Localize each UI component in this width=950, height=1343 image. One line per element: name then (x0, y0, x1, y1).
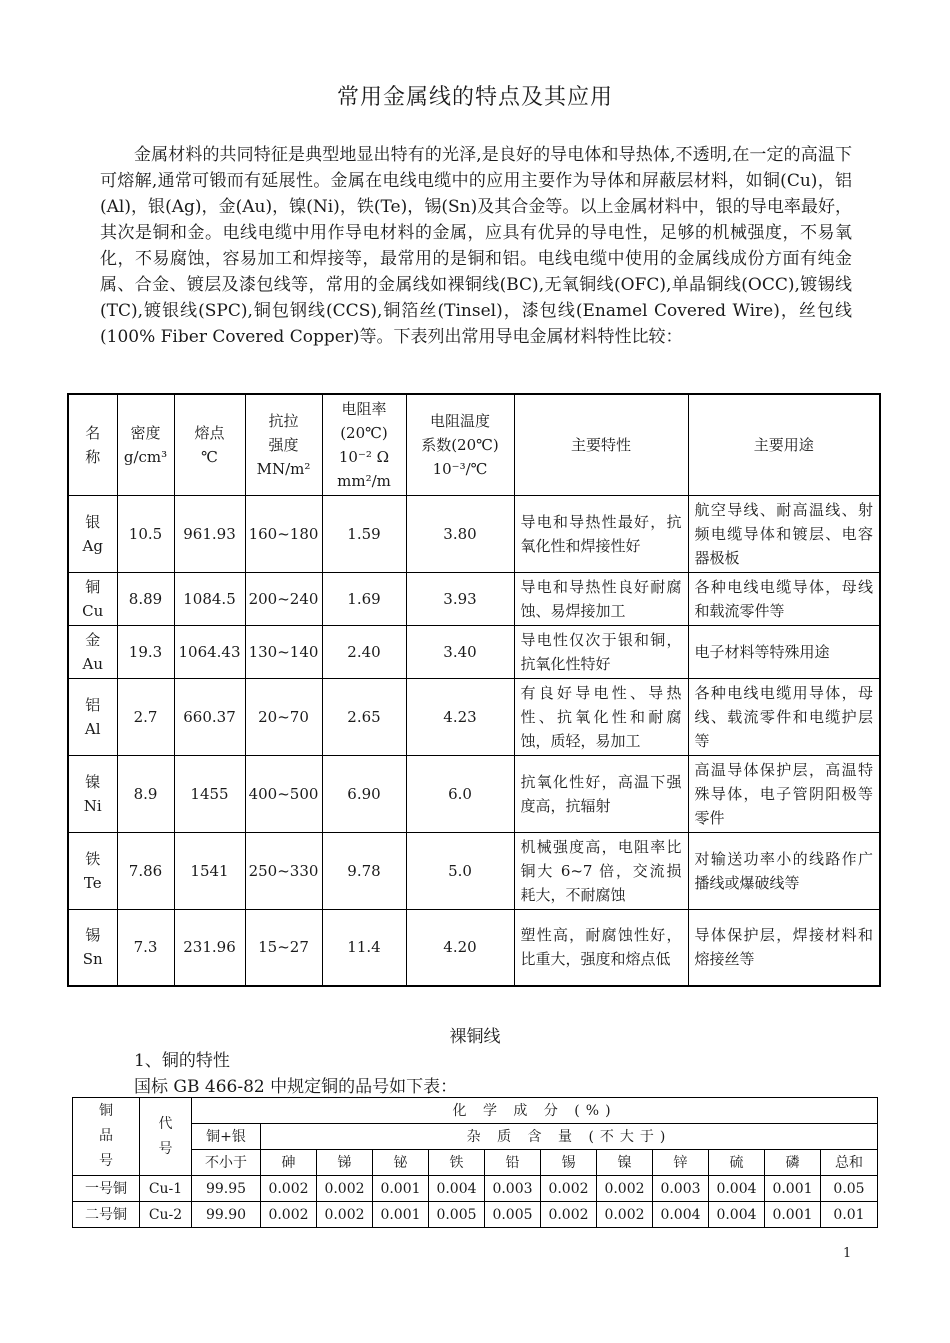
header-element: 铅 (485, 1150, 541, 1176)
cell-temp-coef: 6.0 (406, 756, 514, 833)
subheading-gb-standard: 国标 GB 466-82 中规定铜的品号如下表： (134, 1077, 458, 1097)
header-density: 密度 g/cm³ (117, 394, 174, 496)
header-min: 不小于 (192, 1150, 261, 1176)
cell-tensile: 15~27 (245, 910, 322, 986)
cell-temp-coef: 3.40 (406, 626, 514, 679)
header-element: 磷 (765, 1150, 821, 1176)
cell-grade: 一号铜 (73, 1176, 140, 1202)
table-row (68, 496, 880, 573)
table-row (68, 910, 880, 986)
cell-feature: 导电性仅次于银和铜，抗氧化性特好 (514, 626, 688, 679)
cell-temp-coef: 4.23 (406, 679, 514, 756)
table-row (68, 833, 880, 910)
header-resistivity: 电阻率 (20℃) 10⁻² Ω mm²/m (322, 394, 406, 496)
cell-value: 0.01 (821, 1202, 878, 1228)
header-melting: 熔点 ℃ (174, 394, 245, 496)
cell-value: 0.002 (541, 1202, 597, 1228)
header-impurity: 杂 质 含 量 (不大于) (261, 1124, 878, 1150)
cell-name: 铝 Al (68, 679, 117, 756)
cell-tensile: 130~140 (245, 626, 322, 679)
header-usage: 主要用途 (688, 394, 880, 496)
cell-feature: 机械强度高，电阻率比铜大 6~7 倍，交流损耗大，不耐腐蚀 (514, 833, 688, 910)
cell-value: 0.004 (709, 1176, 765, 1202)
cell-resistivity: 2.65 (322, 679, 406, 756)
cell-value: 0.002 (261, 1202, 317, 1228)
cell-temp-coef: 4.20 (406, 910, 514, 986)
cell-value: 0.004 (653, 1202, 709, 1228)
cell-value: 0.001 (765, 1202, 821, 1228)
cell-value: 0.005 (429, 1202, 485, 1228)
cell-resistivity: 9.78 (322, 833, 406, 910)
cell-code: Cu-2 (140, 1202, 192, 1228)
cell-value: 0.001 (373, 1176, 429, 1202)
cell-name: 镍 Ni (68, 756, 117, 833)
copper-grade-table (72, 1097, 878, 1228)
header-element: 锑 (317, 1150, 373, 1176)
cell-melting: 1064.43 (174, 626, 245, 679)
cell-name: 银 Ag (68, 496, 117, 573)
section-title: 裸铜线 (449, 1027, 501, 1047)
cell-usage: 各种电线电缆导体，母线和载流零件等 (688, 573, 880, 626)
cell-density: 10.5 (117, 496, 174, 573)
header-tensile: 抗拉 强度 MN/m² (245, 394, 322, 496)
cell-name: 金 Au (68, 626, 117, 679)
cell-value: 0.002 (541, 1176, 597, 1202)
cell-melting: 961.93 (174, 496, 245, 573)
cell-density: 8.89 (117, 573, 174, 626)
cell-resistivity: 6.90 (322, 756, 406, 833)
cell-melting: 660.37 (174, 679, 245, 756)
cell-density: 7.3 (117, 910, 174, 986)
cell-density: 19.3 (117, 626, 174, 679)
header-code: 代 号 (140, 1098, 192, 1176)
table-row (73, 1176, 878, 1202)
cell-temp-coef: 3.80 (406, 496, 514, 573)
cell-tensile: 160~180 (245, 496, 322, 573)
cell-melting: 1084.5 (174, 573, 245, 626)
cell-value: 0.002 (597, 1202, 653, 1228)
cell-feature: 有良好导电性、导热性、抗氧化性和耐腐蚀，质轻，易加工 (514, 679, 688, 756)
table-row (68, 679, 880, 756)
cell-value: 0.002 (317, 1176, 373, 1202)
metal-properties-table (67, 393, 881, 987)
cell-value: 0.001 (373, 1202, 429, 1228)
cell-cu-ag: 99.95 (192, 1176, 261, 1202)
cell-density: 2.7 (117, 679, 174, 756)
cell-value: 0.005 (485, 1202, 541, 1228)
cell-value: 0.002 (261, 1176, 317, 1202)
header-element: 砷 (261, 1150, 317, 1176)
header-grade: 铜 品 号 (73, 1098, 140, 1176)
header-element: 锌 (653, 1150, 709, 1176)
cell-value: 0.05 (821, 1176, 878, 1202)
table-row (73, 1202, 878, 1228)
cell-name: 锡 Sn (68, 910, 117, 986)
cell-melting: 231.96 (174, 910, 245, 986)
header-name: 名 称 (68, 394, 117, 496)
cell-value: 0.004 (429, 1176, 485, 1202)
header-feature: 主要特性 (514, 394, 688, 496)
header-element: 硫 (709, 1150, 765, 1176)
cell-feature: 抗氧化性好，高温下强度高，抗辐射 (514, 756, 688, 833)
table-header-row (73, 1150, 878, 1176)
cell-density: 7.86 (117, 833, 174, 910)
cell-value: 0.003 (485, 1176, 541, 1202)
subheading-copper-properties: 1、铜的特性 (134, 1051, 230, 1071)
cell-value: 0.004 (709, 1202, 765, 1228)
cell-resistivity: 1.69 (322, 573, 406, 626)
cell-grade: 二号铜 (73, 1202, 140, 1228)
cell-usage: 高温导体保护层，高温特殊导体，电子管阴阳极等零件 (688, 756, 880, 833)
header-element: 总和 (821, 1150, 878, 1176)
cell-usage: 航空导线、耐高温线、射频电缆导体和镀层、电容器极板 (688, 496, 880, 573)
cell-temp-coef: 3.93 (406, 573, 514, 626)
cell-resistivity: 1.59 (322, 496, 406, 573)
cell-tensile: 400~500 (245, 756, 322, 833)
cell-feature: 塑性高，耐腐蚀性好，比重大，强度和熔点低 (514, 910, 688, 986)
cell-value: 0.003 (653, 1176, 709, 1202)
cell-feature: 导电和导热性良好耐腐蚀、易焊接加工 (514, 573, 688, 626)
cell-feature: 导电和导热性最好，抗氧化性和焊接性好 (514, 496, 688, 573)
header-element: 铁 (429, 1150, 485, 1176)
cell-temp-coef: 5.0 (406, 833, 514, 910)
cell-tensile: 200~240 (245, 573, 322, 626)
intro-paragraph: 金属材料的共同特征是典型地显出特有的光泽,是良好的导电体和导热体,不透明,在一定的高温下可熔解,通常可锻而有延展性。金属在电线电缆中的应用主要作为导体和屏蔽层材料，如铜(Cu)，铝(Al)，银(Ag)，金(Au)，镍(Ni)，铁(Te)，锡(Sn)及其合金等。以上金属材料中，银的导电率最好，其次是铜和金。电线电缆中用作导电材料的金属，应具有优异的导电性，足够的机械强度，不易氧化，不易腐蚀，容易加工和焊接等，最常用的是铜和铝。电线电缆中使用的金属线成份方面有纯金属、合金、镀层及漆包线等，常用的金属线如裸铜线(BC),无氧铜线(OFC),单晶铜线(OCC),镀锡线(TC),镀银线(SPC),铜包钢线(CCS),铜箔丝(Tinsel)，漆包线(Enamel Covered Wire)，丝包线(100% Fiber Covered Copper)等。下表列出常用导电金属材料特性比较： (100, 145, 852, 347)
table-row (68, 756, 880, 833)
cell-melting: 1455 (174, 756, 245, 833)
cell-melting: 1541 (174, 833, 245, 910)
page-number: 1 (843, 1246, 852, 1261)
table-header-row (68, 394, 880, 496)
header-temp-coef: 电阻温度 系数(20℃) 10⁻³/℃ (406, 394, 514, 496)
cell-code: Cu-1 (140, 1176, 192, 1202)
cell-tensile: 250~330 (245, 833, 322, 910)
table-header-row (73, 1124, 878, 1150)
cell-name: 铁 Te (68, 833, 117, 910)
header-element: 铋 (373, 1150, 429, 1176)
table-row (68, 573, 880, 626)
cell-tensile: 20~70 (245, 679, 322, 756)
cell-density: 8.9 (117, 756, 174, 833)
header-cu-ag: 铜+银 (192, 1124, 261, 1150)
cell-value: 0.002 (597, 1176, 653, 1202)
header-element: 镍 (597, 1150, 653, 1176)
cell-resistivity: 11.4 (322, 910, 406, 986)
cell-value: 0.001 (765, 1176, 821, 1202)
cell-name: 铜 Cu (68, 573, 117, 626)
header-element: 锡 (541, 1150, 597, 1176)
cell-cu-ag: 99.90 (192, 1202, 261, 1228)
table-header-row (73, 1098, 878, 1124)
cell-usage: 导体保护层，焊接材料和熔接丝等 (688, 910, 880, 986)
cell-resistivity: 2.40 (322, 626, 406, 679)
page-title: 常用金属线的特点及其应用 (336, 85, 613, 110)
cell-usage: 电子材料等特殊用途 (688, 626, 880, 679)
header-composition: 化 学 成 分 (%) (192, 1098, 878, 1124)
cell-value: 0.002 (317, 1202, 373, 1228)
cell-usage: 各种电线电缆用导体，母线、载流零件和电缆护层等 (688, 679, 880, 756)
table-row (68, 626, 880, 679)
cell-usage: 对输送功率小的线路作广播线或爆破线等 (688, 833, 880, 910)
